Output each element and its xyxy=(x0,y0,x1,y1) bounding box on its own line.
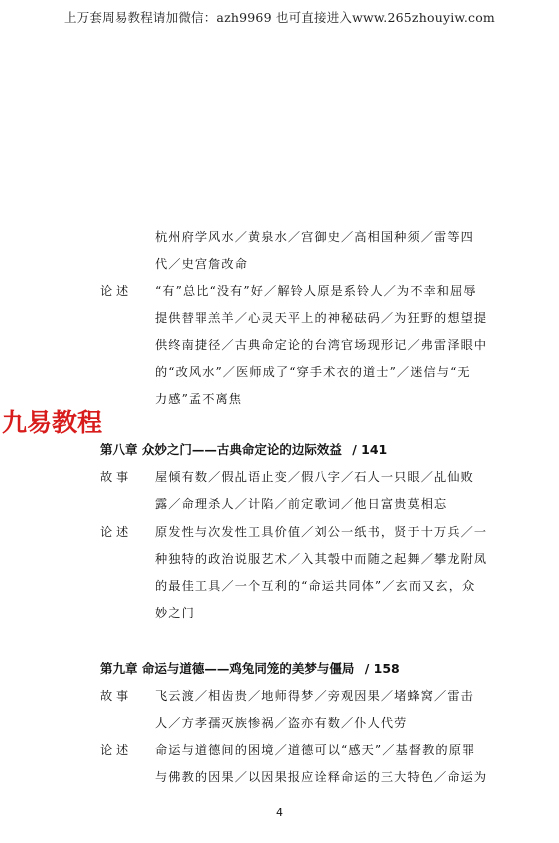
continuation-line: 杭州府学风水／黄泉水／宫御史／高相国种须／雷等四 xyxy=(155,230,474,244)
discussion-line: 妙之门 xyxy=(155,606,195,620)
chapter-heading xyxy=(100,659,400,677)
page-number: 4 xyxy=(276,806,283,819)
discussion-line: 供终南捷径／古典命定论的台湾官场现形记／弗雷泽眼中 xyxy=(155,338,488,352)
page-header-banner: 上万套周易教程请加微信：azh9969 也可直接进入www.265zhouyiw.com xyxy=(64,10,495,25)
discussion-line: “有”总比“没有”好／解铃人原是系铃人／为不幸和屈辱 xyxy=(155,284,477,298)
chapter-heading xyxy=(100,440,387,458)
continuation-line: 代／史宫詹改命 xyxy=(155,257,249,271)
story-line: 露／命理杀人／计陷／前定歌词／他日富贵莫相忘 xyxy=(155,497,448,511)
discussion-line: 原发性与次发性工具价值／刘公一纸书，贤于十万兵／一 xyxy=(155,525,488,539)
story-label: 故 事 xyxy=(100,689,129,703)
chapter-page-ref: / 141 xyxy=(352,442,388,457)
chapter-title: 第八章 众妙之门——古典命定论的边际效益 xyxy=(100,442,342,457)
chapter-title: 第九章 命运与道德——鸡兔同笼的美梦与僵局 xyxy=(100,661,355,676)
story-label: 故 事 xyxy=(100,470,129,484)
story-line: 人／方孝孺灭族惨祸／盗亦有数／仆人代劳 xyxy=(155,716,408,730)
discussion-line: 力感”孟不离焦 xyxy=(155,392,243,406)
chapter-page-ref: / 158 xyxy=(364,661,400,676)
discussion-label: 论 述 xyxy=(100,525,129,539)
discussion-line: 种独特的政治说服艺术／入其彀中而随之起舞／攀龙附凤 xyxy=(155,552,488,566)
watermark-logo: 九易教程 xyxy=(2,408,103,437)
story-line: 屋倾有数／假乩语止变／假八字／石人一只眼／乩仙败 xyxy=(155,470,474,484)
discussion-label: 论 述 xyxy=(100,284,129,298)
discussion-line: 命运与道德间的困境／道德可以“感天”／基督教的原罪 xyxy=(155,743,476,757)
story-line: 飞云渡／相齿贵／地师得梦／旁观因果／堵蜂窝／雷击 xyxy=(155,689,474,703)
discussion-label: 论 述 xyxy=(100,743,129,757)
discussion-line: 提供替罪羔羊／心灵天平上的神秘砝码／为狂野的想望提 xyxy=(155,311,488,325)
discussion-line: 的“改风水”／医师成了“穿手术衣的道士”／迷信与“无 xyxy=(155,365,471,379)
discussion-line: 的最佳工具／一个互利的“命运共同体”／玄而又玄，众 xyxy=(155,579,476,593)
discussion-line: 与佛教的因果／以因果报应诠释命运的三大特色／命运为 xyxy=(155,770,488,784)
